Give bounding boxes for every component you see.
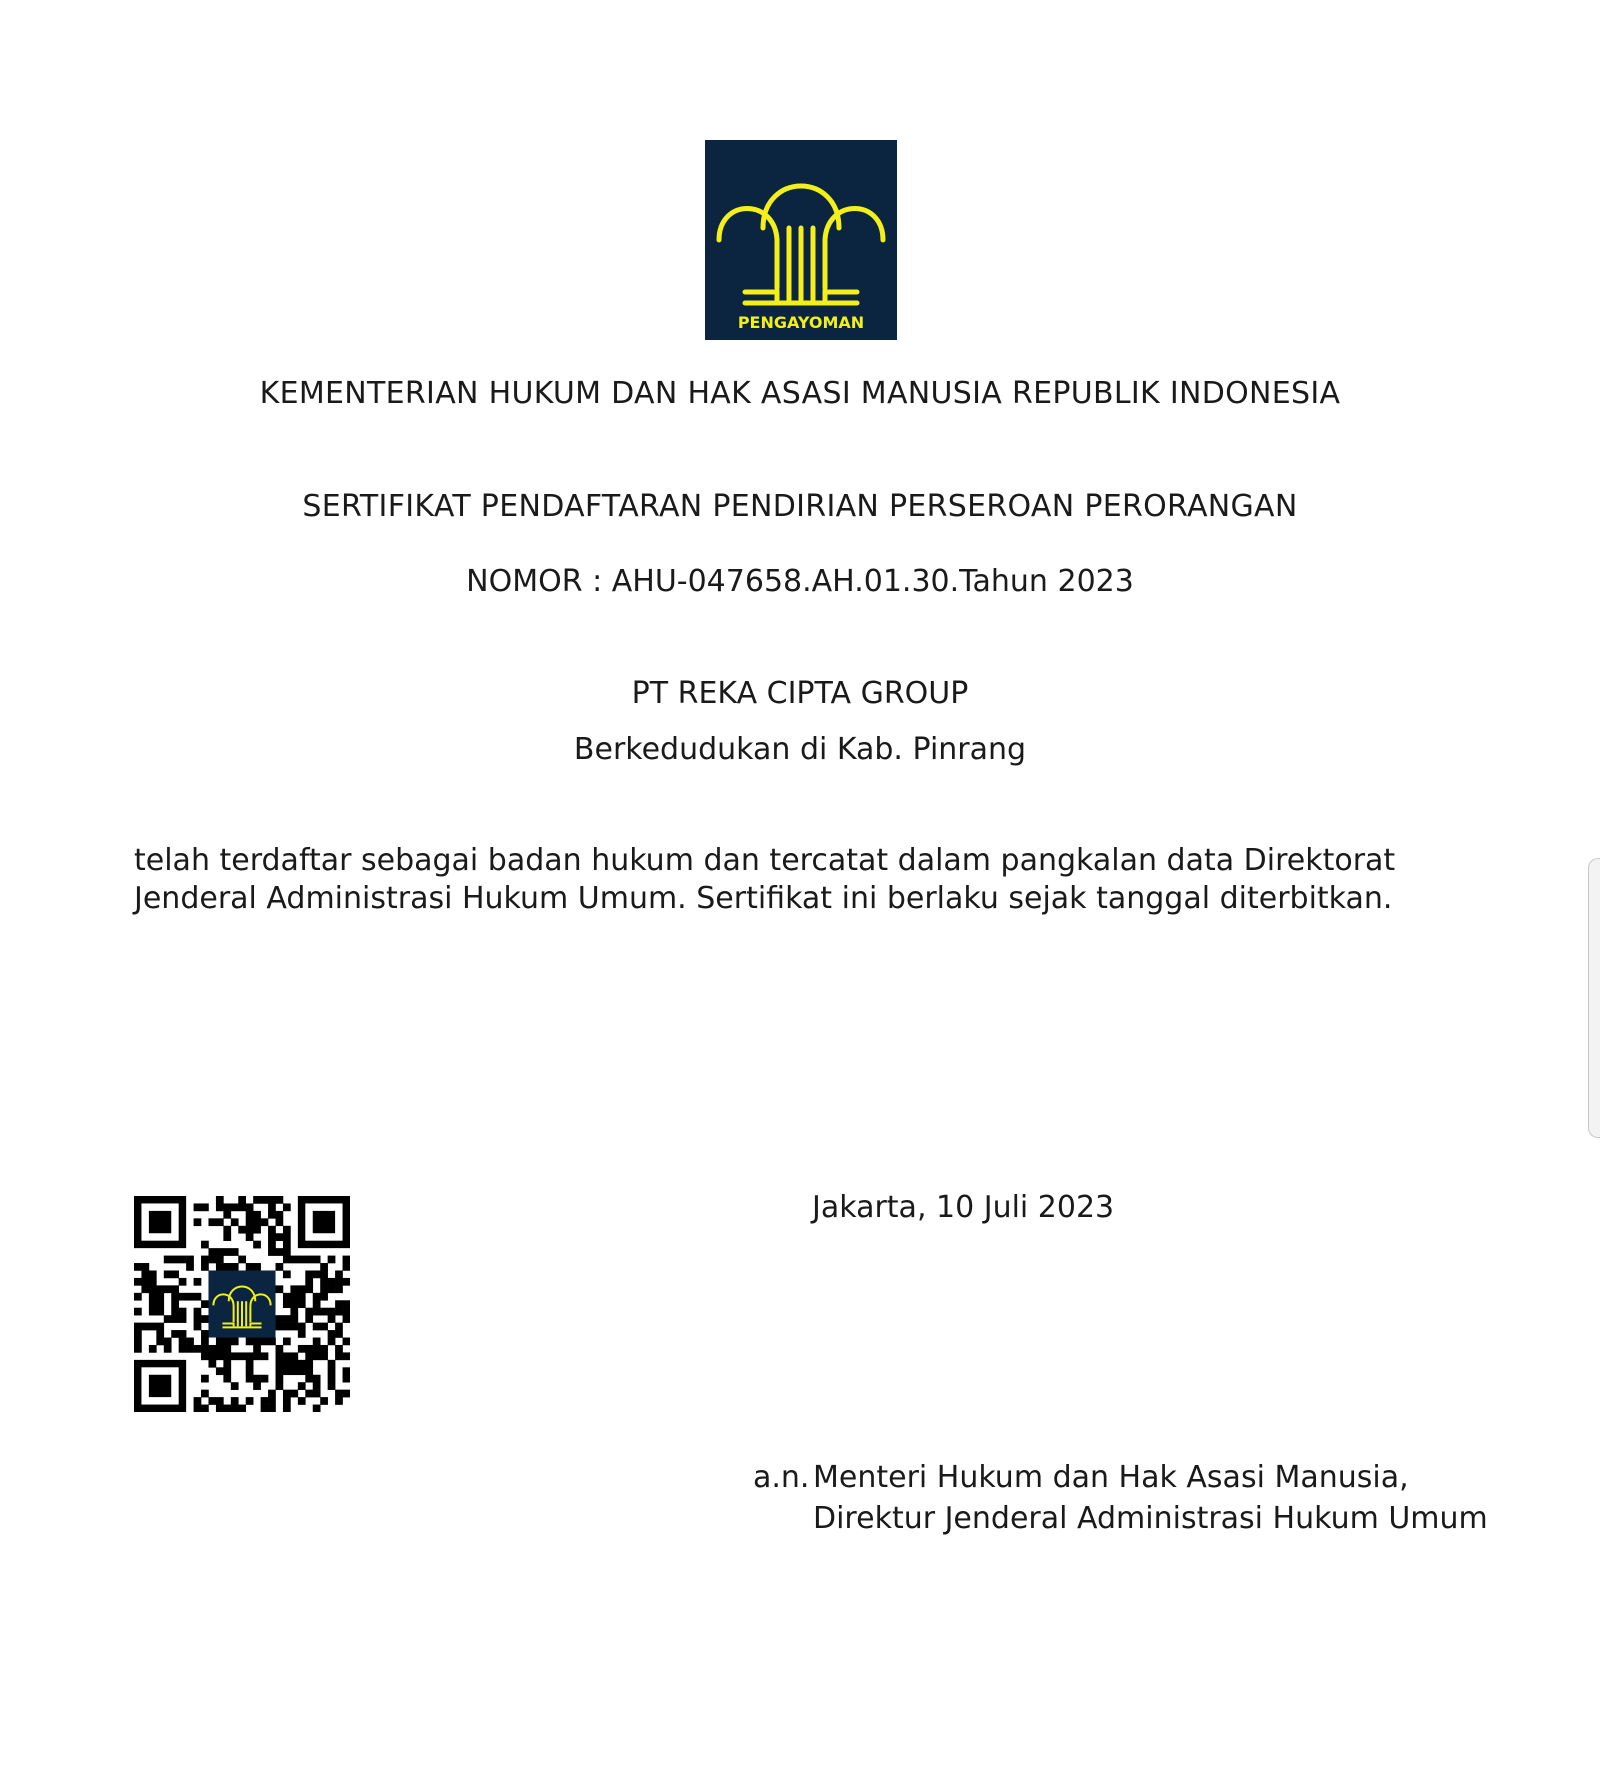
certificate-title: SERTIFIKAT PENDAFTARAN PENDIRIAN PERSEROAN PERORANGAN bbox=[302, 489, 1298, 524]
place-date: Jakarta, 10 Juli 2023 bbox=[812, 1190, 1115, 1225]
pengayoman-emblem-icon bbox=[705, 140, 897, 340]
signatory-prefix: a.n. bbox=[753, 1460, 810, 1495]
logo-caption: PENGAYOMAN bbox=[737, 313, 865, 332]
certificate-number: NOMOR : AHU-047658.AH.01.30.Tahun 2023 bbox=[466, 564, 1134, 599]
side-scroll-handle[interactable] bbox=[1588, 858, 1600, 1138]
ministry-heading: KEMENTERIAN HUKUM DAN HAK ASASI MANUSIA REPUBLIK INDONESIA bbox=[259, 376, 1341, 411]
qr-code-icon bbox=[134, 1196, 350, 1412]
signatory-line-1: Menteri Hukum dan Hak Asasi Manusia, bbox=[813, 1460, 1409, 1495]
company-name: PT REKA CIPTA GROUP bbox=[631, 676, 969, 711]
signatory-line-2: Direktur Jenderal Administrasi Hukum Umum bbox=[813, 1501, 1488, 1536]
certificate-statement: telah terdaftar sebagai badan hukum dan tercatat dalam pangkalan data Direktorat Jenderal Administrasi Hukum Umum. Sertifikat ini berlaku sejak tanggal diterbitkan. bbox=[134, 843, 1396, 916]
company-domicile: Berkedudukan di Kab. Pinrang bbox=[573, 732, 1027, 767]
